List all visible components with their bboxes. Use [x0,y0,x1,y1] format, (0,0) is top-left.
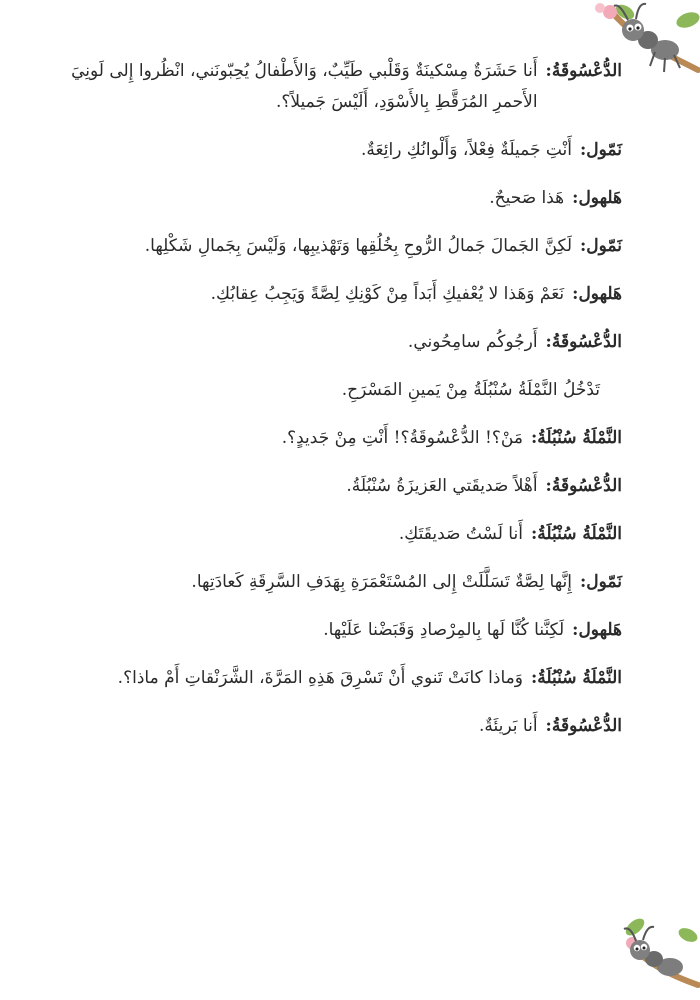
spoken-text: هَذا صَحيحٌ. [489,188,565,208]
speaker-name: الدُّعْسُوقَةُ: [545,716,622,736]
speaker-name: هَلهول: [572,620,622,640]
dialogue-line [50,231,622,262]
dialogue-line [50,663,622,694]
spoken-text: نَعَمْ وَهَذا لا يُعْفيكِ أَبَداً مِنْ كَوْنِكِ لِصَّةً وَيَجِبُ عِقابُكِ. [210,284,565,304]
dialogue-line [50,279,622,310]
dialogue-line [50,183,622,214]
dialogue-line [50,135,622,166]
speaker-label: هَلهول [578,284,622,304]
dialogue-line [50,711,622,742]
speaker-label: نَمّول [586,140,622,160]
spoken-text: لَكِنَّنا كُنَّا لَها بِالمِرْصادِ وَقَبَضْنا عَلَيْها. [323,620,565,640]
speaker-name: هَلهول: [572,284,622,304]
spoken-text: لَكِنَّ الجَمالَ جَمالُ الرُّوحِ بِخُلُقِها وَتَهْذيبِها، وَلَيْسَ بِجَمالِ شَكْلِها. [144,236,573,256]
dialogue-line [50,56,622,118]
spoken-text: مَنْ؟! الدُّعْسُوقَةُ؟! أَنْتِ مِنْ جَديدٍ؟. [281,428,523,448]
speaker-name: نَمّول: [580,236,622,256]
speaker-label: النَّمْلَةُ سُنْبُلَةُ [537,524,622,544]
speaker-label: الدُّعْسُوقَةُ [551,332,622,352]
spoken-text: وَماذا كانَتْ تَنوي أَنْ تَسْرِقَ هَذِهِ المَرَّةَ، الشَّرَنْقاتِ أَمْ ماذا؟. [117,668,523,688]
speaker-label: الدُّعْسُوقَةُ [551,716,622,736]
dialogue-line [50,519,622,550]
speaker-label: النَّمْلَةُ سُنْبُلَةُ [537,668,622,688]
speaker-name: نَمّول: [580,572,622,592]
speaker-label: هَلهول [578,620,622,640]
speaker-name: النَّمْلَةُ سُنْبُلَةُ: [530,668,622,688]
speaker-label: نَمّول [586,572,622,592]
spoken-text: أَهْلاً صَديقَتي العَزيزَةُ سُنْبُلَةُ. [346,476,538,496]
speaker-label: نَمّول [586,236,622,256]
speaker-name: هَلهول: [572,188,622,208]
speaker-label: هَلهول [578,188,622,208]
speaker-label: الدُّعْسُوقَةُ [551,476,622,496]
speaker-name: الدُّعْسُوقَةُ: [545,61,622,81]
spoken-text: أَنْتِ جَميلَةٌ فِعْلاً، وَأَلْوانُكِ رائِعَةٌ. [361,140,573,160]
dialogue-line [50,567,622,598]
speaker-label: النَّمْلَةُ سُنْبُلَةُ [537,428,622,448]
speaker-name: الدُّعْسُوقَةُ: [545,476,622,496]
speaker-name: الدُّعْسُوقَةُ: [545,332,622,352]
speaker-name: النَّمْلَةُ سُنْبُلَةُ: [530,428,622,448]
dialogue-line [50,615,622,646]
dialogue-line [50,423,622,454]
ant-on-branch-icon [570,905,700,1000]
spoken-text: أَرجُوكُم سامِحُوني. [407,332,538,352]
speaker-name: النَّمْلَةُ سُنْبُلَةُ: [530,524,622,544]
spoken-text: إِنَّها لِصَّةٌ تَسَلَّلَتْ إِلى المُسْتَعْمَرَةِ بِهَدَفِ السَّرِقَةِ كَعادَتِها. [191,572,573,592]
dialogue-script [50,56,622,759]
spoken-text: أَنا بَريئَةٌ. [479,716,538,736]
speaker-name: نَمّول: [580,140,622,160]
dialogue-line [50,471,622,502]
spoken-text: أَنا حَشَرَةٌ مِسْكينَةٌ وَقَلْبي طَيِّبٌ، وَالأَطْفالُ يُحِبّونَني، انْظُروا إِلى لَونِيَ الأَحمرِ المُرَقَّطِ بِالأَسْوَدِ، أَلَيْسَ جَميلاً؟. [71,61,538,112]
dialogue-line [50,327,622,358]
stage-direction: تَدْخُلُ النَّمْلَةُ سُنْبُلَةُ مِنْ يَمينِ المَسْرَحِ. [341,380,600,400]
spoken-text: أَنا لَسْتُ صَديقَتَكِ. [398,524,523,544]
speaker-label: الدُّعْسُوقَةُ [551,61,622,81]
